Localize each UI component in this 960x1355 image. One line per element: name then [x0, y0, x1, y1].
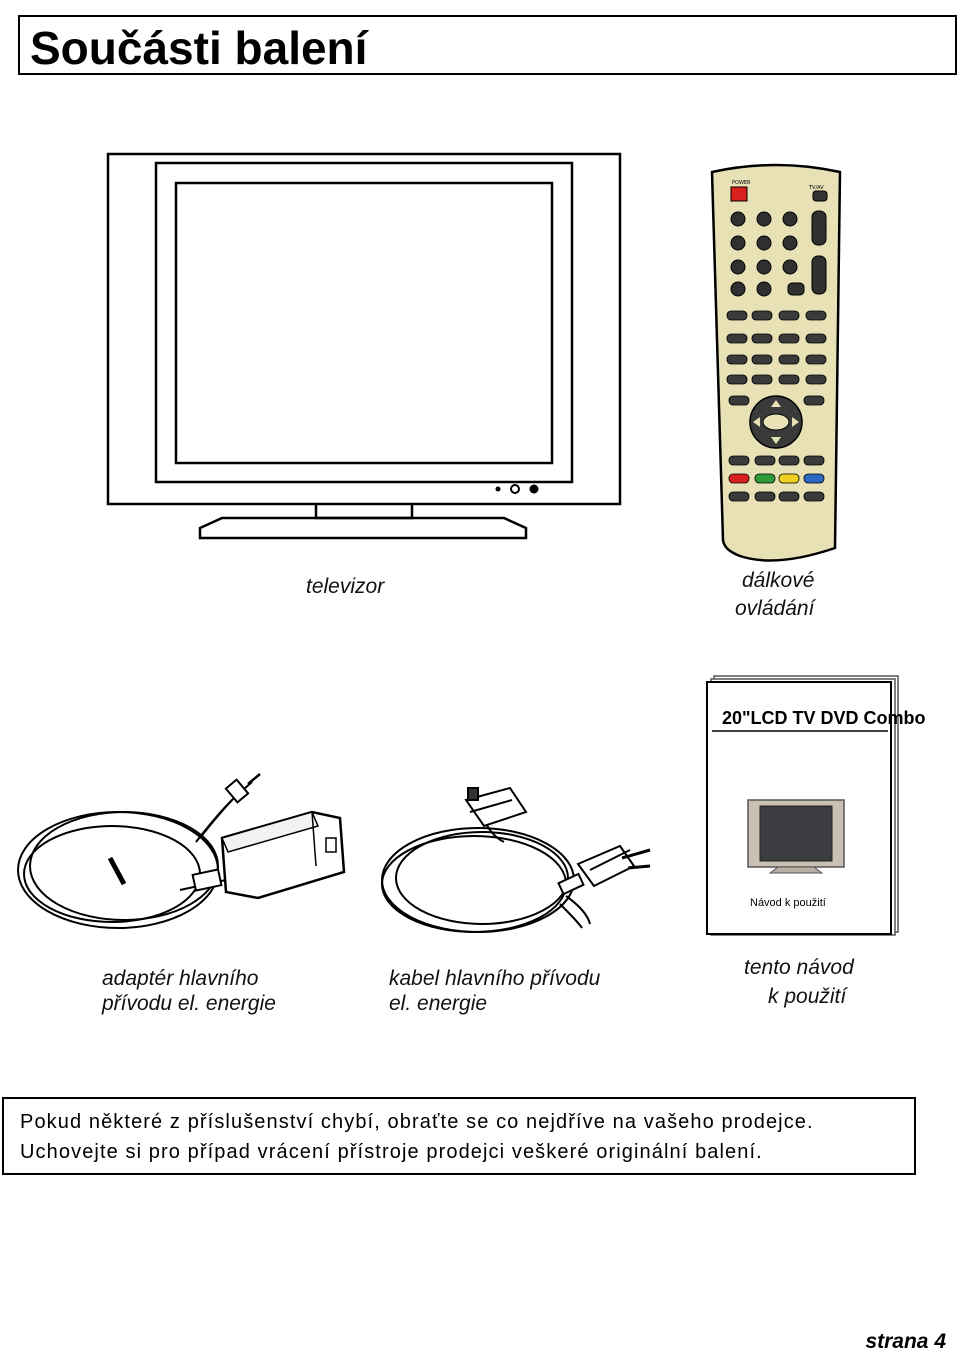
adapter-caption-line1: adaptér hlavního: [102, 967, 259, 990]
manual-cover-title: 20"LCD TV DVD Combo: [722, 708, 926, 728]
note-line-2: Uchovejte si pro případ vrácení přístroje prodejci veškeré originální balení.: [20, 1141, 763, 1163]
manual-caption-line1: tento návod: [744, 956, 854, 979]
tv-caption: televizor: [306, 575, 385, 598]
adapter-caption-line2: přívodu el. energie: [102, 992, 276, 1015]
remote-caption-line2: ovládání: [735, 597, 815, 620]
cable-caption-line2: el. energie: [389, 992, 488, 1015]
remote-caption-line1: dálkové: [742, 569, 815, 592]
cable-caption-line1: kabel hlavního přívodu: [389, 967, 601, 990]
remote-power-label: POWER: [732, 180, 751, 186]
manual-caption-line2: k použití: [768, 985, 847, 1008]
page-number: strana 4: [865, 1330, 946, 1353]
note-line-1: Pokud některé z příslušenství chybí, obraťte se co nejdříve na vašeho prodejce.: [20, 1111, 814, 1133]
manual-cover-subtitle: Návod k použití: [750, 897, 826, 909]
remote-tvav-label: TV/AV: [809, 185, 824, 191]
page-title: Součásti balení: [30, 22, 368, 74]
